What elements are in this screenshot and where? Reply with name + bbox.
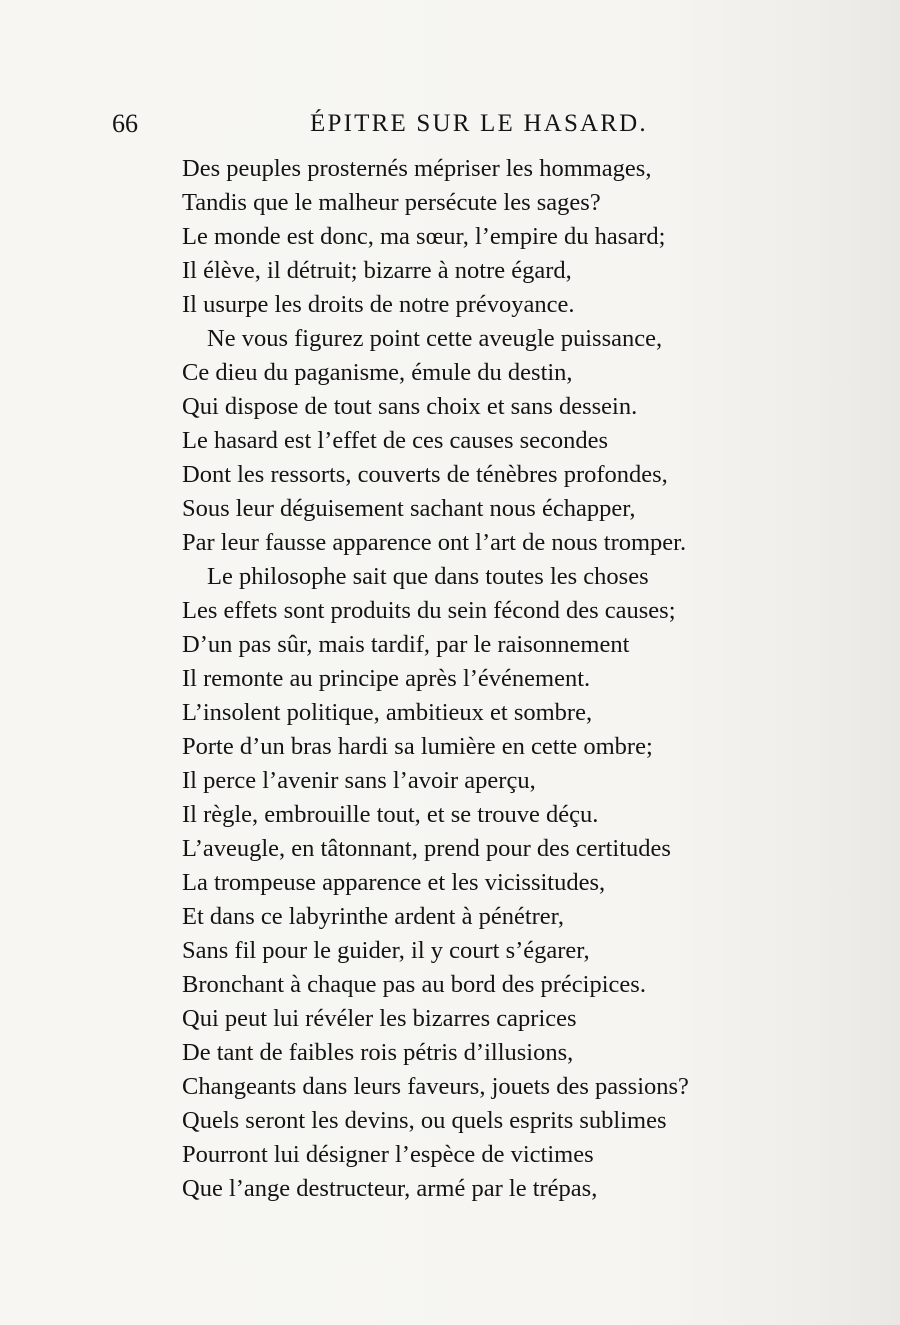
verse-line: Il remonte au principe après l’événement. xyxy=(182,665,591,692)
verse-line: De tant de faibles rois pétris d’illusions, xyxy=(182,1039,574,1066)
running-title: ÉPITRE SUR LE HASARD. xyxy=(310,110,648,137)
verse-line: Ce dieu du paganisme, émule du destin, xyxy=(182,359,573,386)
verse-line: Bronchant à chaque pas au bord des précipices. xyxy=(182,971,646,998)
page-number: 66 xyxy=(112,109,138,138)
verse-line: Sans fil pour le guider, il y court s’égarer, xyxy=(182,937,590,964)
verse-line: Qui peut lui révéler les bizarres caprices xyxy=(182,1005,577,1032)
verse-line: Des peuples prosternés mépriser les hommages, xyxy=(182,155,652,182)
verse-line: Il règle, embrouille tout, et se trouve déçu. xyxy=(182,801,599,828)
verse-line: D’un pas sûr, mais tardif, par le raisonnement xyxy=(182,631,630,658)
verse-line: L’aveugle, en tâtonnant, prend pour des certitudes xyxy=(182,835,671,862)
verse-line: Les effets sont produits du sein fécond des causes; xyxy=(182,597,676,624)
verse-line: L’insolent politique, ambitieux et sombre, xyxy=(182,699,593,726)
verse-line: Que l’ange destructeur, armé par le trépas, xyxy=(182,1175,598,1202)
verse-line: Porte d’un bras hardi sa lumière en cette ombre; xyxy=(182,733,653,760)
verse-line: Il usurpe les droits de notre prévoyance. xyxy=(182,291,575,318)
verse-line: Le philosophe sait que dans toutes les choses xyxy=(207,563,649,590)
verse-line: Quels seront les devins, ou quels esprits sublimes xyxy=(182,1107,667,1134)
verse-line: Qui dispose de tout sans choix et sans dessein. xyxy=(182,393,638,420)
verse-line: La trompeuse apparence et les vicissitudes, xyxy=(182,869,606,896)
verse-line: Pourront lui désigner l’espèce de victimes xyxy=(182,1141,594,1168)
verse-line: Le hasard est l’effet de ces causes secondes xyxy=(182,427,609,454)
verse-line: Ne vous figurez point cette aveugle puissance, xyxy=(207,325,663,352)
verse-line: Changeants dans leurs faveurs, jouets des passions? xyxy=(182,1073,689,1100)
verse-line: Par leur fausse apparence ont l’art de nous tromper. xyxy=(182,529,687,556)
verse-line: Et dans ce labyrinthe ardent à pénétrer, xyxy=(182,903,564,930)
verse-line: Il élève, il détruit; bizarre à notre égard, xyxy=(182,257,572,284)
poem-text xyxy=(182,152,822,1206)
verse-line: Le monde est donc, ma sœur, l’empire du hasard; xyxy=(182,223,666,250)
verse-line: Tandis que le malheur persécute les sages? xyxy=(182,189,601,216)
page-header xyxy=(0,104,900,144)
verse-line: Dont les ressorts, couverts de ténèbres profondes, xyxy=(182,461,668,488)
verse-line: Sous leur déguisement sachant nous échapper, xyxy=(182,495,636,522)
verse-line: Il perce l’avenir sans l’avoir aperçu, xyxy=(182,767,536,794)
